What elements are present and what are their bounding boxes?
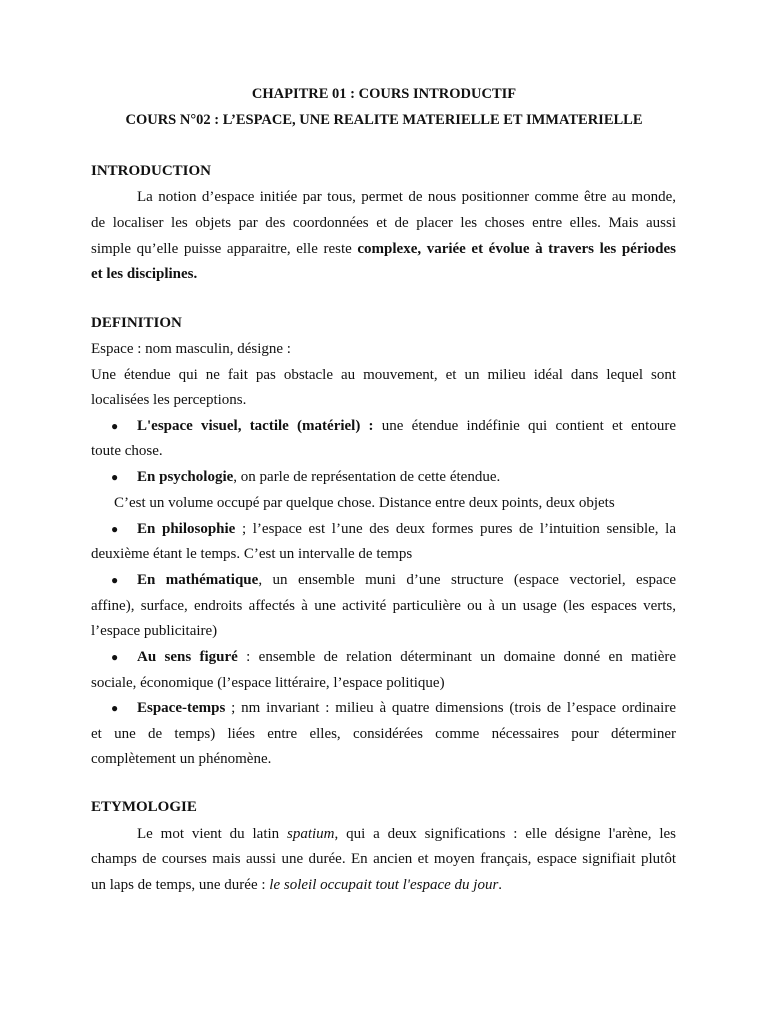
etymology-text: . — [498, 877, 503, 893]
definition-line-3: localisées les perceptions. — [91, 392, 247, 408]
list-item-term: En psychologie — [137, 469, 234, 485]
list-item-continuation: et une de temps) liées entre elles, considérées comme nécessaires pour déterminer — [91, 726, 676, 742]
intro-line-4-bold: et les disciplines. — [91, 266, 198, 282]
intro-line-3 — [91, 240, 676, 258]
etymology-heading: ETYMOLOGIE — [91, 799, 197, 815]
list-item-spacetime — [137, 699, 676, 717]
list-item-text: une étendue indéfinie qui contient et entoure — [373, 418, 677, 434]
chapter-title: CHAPITRE 01 : COURS INTRODUCTIF — [251, 86, 517, 102]
bullet-icon: ● — [111, 419, 119, 433]
psychology-note: C’est un volume occupé par quelque chose. Distance entre deux points, deux objets — [114, 495, 615, 511]
etymology-line-1 — [137, 825, 676, 843]
list-item-term: Au sens figuré — [137, 649, 238, 665]
list-item-term: En philosophie — [137, 521, 236, 537]
list-item-text: ; l’espace est l’une des deux formes pures de l’intuition sensible, la — [235, 521, 676, 537]
intro-line-3-text: simple qu’elle puisse apparaitre, elle reste — [91, 241, 358, 257]
list-item-philosophy — [137, 520, 676, 538]
etymology-text: un laps de temps, une durée : — [91, 877, 270, 893]
list-item-continuation: deuxième étant le temps. C’est un intervalle de temps — [91, 546, 413, 562]
bullet-icon: ● — [111, 573, 119, 587]
definition-line-1: Espace : nom masculin, désigne : — [91, 341, 291, 357]
bullet-icon: ● — [111, 650, 119, 664]
list-item-psychology — [137, 468, 676, 486]
list-item-term: En mathématique — [137, 572, 259, 588]
list-item-continuation: complètement un phénomène. — [91, 751, 272, 767]
etymology-example-quote: le soleil occupait tout l'espace du jour — [269, 877, 499, 893]
list-item-text: : ensemble de relation déterminant un domaine donné en matière — [237, 649, 677, 665]
intro-line-1: La notion d’espace initiée par tous, permet de nous positionner comme être au monde, — [137, 189, 676, 205]
list-item-mathematics — [137, 571, 676, 589]
definition-heading: DEFINITION — [91, 315, 182, 331]
list-item-continuation: l’espace publicitaire) — [91, 623, 218, 639]
list-item-text: ; nm invariant : milieu à quatre dimensions (trois de l’espace ordinaire — [225, 700, 676, 716]
list-item-term: L'espace visuel, tactile (matériel) : — [137, 418, 374, 434]
etymology-line-2: champs de courses mais aussi une durée. En ancien et moyen français, espace signifiait plutôt — [91, 851, 676, 867]
list-item-text: , on parle de représentation de cette étendue. — [233, 469, 501, 485]
etymology-text: , qui a deux significations : elle désigne l'arène, les — [334, 826, 676, 842]
list-item-text: , un ensemble muni d’une structure (espace vectoriel, espace — [258, 572, 677, 588]
bullet-icon: ● — [111, 522, 119, 536]
course-title: COURS N°02 : L’ESPACE, UNE REALITE MATERIELLE ET IMMATERIELLE — [125, 112, 643, 128]
etymology-latin-word: spatium — [287, 826, 335, 842]
intro-line-3-bold: complexe, variée et évolue à travers les périodes — [357, 241, 676, 257]
intro-line-4 — [91, 265, 676, 283]
introduction-heading: INTRODUCTION — [91, 163, 212, 179]
definition-line-2: Une étendue qui ne fait pas obstacle au mouvement, et un milieu idéal dans lequel sont — [91, 367, 676, 383]
etymology-line-3 — [91, 876, 676, 894]
intro-line-2: de localiser les objets par des coordonnées et de placer les choses entre elles. Mais aussi — [91, 215, 676, 231]
list-item-figurative — [137, 648, 676, 666]
list-item-continuation: affine), surface, endroits affectés à une activité particulière ou à un usage (les espaces verts, — [91, 598, 676, 614]
list-item-continuation: sociale, économique (l’espace littéraire, l’espace politique) — [91, 675, 445, 691]
bullet-icon: ● — [111, 470, 119, 484]
bullet-icon: ● — [111, 701, 119, 715]
etymology-text: Le mot vient du latin — [137, 826, 287, 842]
list-item-continuation: toute chose. — [91, 443, 163, 459]
list-item-term: Espace-temps — [137, 700, 226, 716]
list-item-material — [137, 417, 676, 435]
